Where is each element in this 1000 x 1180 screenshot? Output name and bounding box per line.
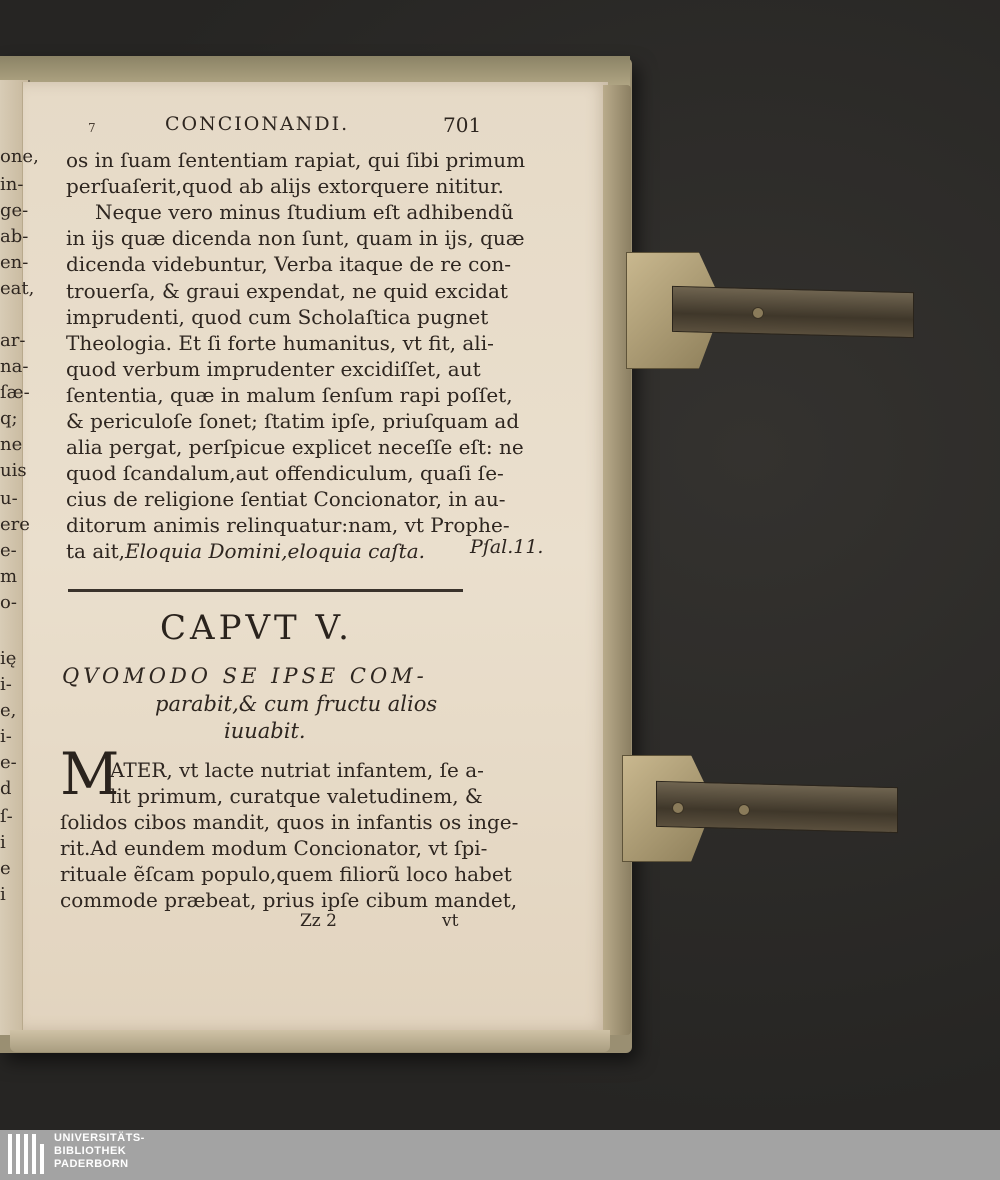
text-line: os in ſuam ſententiam rapiat, qui ſibi primum xyxy=(66,148,526,172)
left-page-fragment: in- xyxy=(0,174,24,195)
page-number: 701 xyxy=(443,113,482,137)
left-page-fragment: i- xyxy=(0,674,12,695)
chapter-subtitle-line: parabit,& cum fructu alios xyxy=(155,692,438,716)
chapter-title: CAPVT V. xyxy=(160,608,353,648)
text-line: ſolidos cibos mandit, quos in infantis os inge- xyxy=(60,810,519,834)
left-page-fragment: e- xyxy=(0,540,17,561)
left-page-fragment: e- xyxy=(0,752,17,773)
header-marker: 7 xyxy=(88,121,96,135)
text-line: lit primum, curatque valetudinem, & xyxy=(110,784,483,808)
left-page-fragment: u- xyxy=(0,488,18,509)
left-page-fragment: eat, xyxy=(0,278,35,299)
text-line: ditorum animis relinquatur:nam, vt Prophe- xyxy=(66,513,510,537)
signature-mark: Zz 2 xyxy=(300,911,337,931)
text-line: rituale ẽſcam populo,quem filiorũ loco habet xyxy=(60,862,512,886)
library-footer-bar xyxy=(0,1130,1000,1180)
left-page-fragment: ar- xyxy=(0,330,26,351)
text-line: imprudenti, quod cum Scholaſtica pugnet xyxy=(66,305,489,329)
page-fore-edge xyxy=(603,85,631,1035)
left-page-fragment: en- xyxy=(0,252,29,273)
chapter-subtitle-line: QVOMODO SE IPSE COM- xyxy=(62,664,428,688)
text-line: ſententia, quæ in malum ſenſum rapi poſſet, xyxy=(66,383,513,407)
catchword: vt xyxy=(442,911,459,931)
text-line: quod ſcandalum,aut offendiculum, quaſi ſe- xyxy=(66,461,504,485)
left-page-fragment: ere xyxy=(0,514,30,535)
left-page-fragment: e xyxy=(0,858,11,879)
left-page-fragment: i xyxy=(0,884,6,905)
chapter-subtitle-line: iuuabit. xyxy=(224,719,306,743)
text-line: & periculoſe ſonet; ſtatim ipſe, priuſquam ad xyxy=(66,409,520,433)
left-page-fragment: ne xyxy=(0,434,23,455)
text-line: Neque vero minus ſtudium eſt adhibendũ xyxy=(95,200,514,224)
left-page-fragment: na- xyxy=(0,356,29,377)
text-line: rit.Ad eundem modum Concionator, vt ſpi- xyxy=(60,836,488,860)
left-page-fragment: ge- xyxy=(0,200,29,221)
running-head: CONCIONANDI. xyxy=(165,113,350,135)
left-page-fragment: ſæ- xyxy=(0,382,30,403)
left-page-fragment: ſ- xyxy=(0,806,13,827)
left-page-fragment: ab- xyxy=(0,226,29,247)
book-bottom-edge xyxy=(10,1030,610,1052)
drop-capital: M xyxy=(60,740,120,808)
text-line: alia pergat, perſpicue explicet neceſſe eſt: ne xyxy=(66,435,524,459)
text-line-last xyxy=(66,539,425,563)
left-page-fragment: d xyxy=(0,778,12,799)
text-line: in ijs quæ dicenda non ſunt, quam in ijs, quæ xyxy=(66,226,525,250)
left-page-fragment: uis xyxy=(0,460,27,481)
left-page-fragment: m xyxy=(0,566,18,587)
library-logo-icon xyxy=(8,1134,46,1174)
text-line: ATER, vt lacte nutriat infantem, ſe a- xyxy=(110,758,484,782)
left-page-fragment: one, xyxy=(0,146,39,167)
margin-note: Pſal.11. xyxy=(470,536,544,558)
scripture-quote: Eloquia Domini,eloquia caſta. xyxy=(125,539,425,563)
text-line: commode præbeat, prius ipſe cibum mandet, xyxy=(60,888,518,912)
footer-line-3: PADERBORN xyxy=(54,1158,129,1170)
text-line: perſuaſerit,quod ab alijs extorquere nititur. xyxy=(66,174,504,198)
text-line: trouerſa, & graui expendat, ne quid excidat xyxy=(66,279,508,303)
left-page-fragment: o- xyxy=(0,592,17,613)
left-page-fragment: ię xyxy=(0,648,17,669)
text-line: quod verbum imprudenter excidiſſet, aut xyxy=(66,357,481,381)
left-page-fragment: i- xyxy=(0,726,12,747)
text-line: dicenda videbuntur, Verba itaque de re con- xyxy=(66,252,512,276)
footer-line-2: BIBLIOTHEK xyxy=(54,1145,127,1157)
text-line: Theologia. Et ſi forte humanitus, vt fit, ali- xyxy=(66,331,494,355)
footer-line-1: UNIVERSITÄTS- xyxy=(54,1132,145,1144)
left-page-fragment: q; xyxy=(0,408,18,429)
text-line: cius de religione ſentiat Concionator, in au- xyxy=(66,487,506,511)
text-prefix: ta ait, xyxy=(66,539,126,563)
section-rule xyxy=(68,589,463,592)
left-page-fragment: i xyxy=(0,832,6,853)
left-page-fragment: e, xyxy=(0,700,17,721)
